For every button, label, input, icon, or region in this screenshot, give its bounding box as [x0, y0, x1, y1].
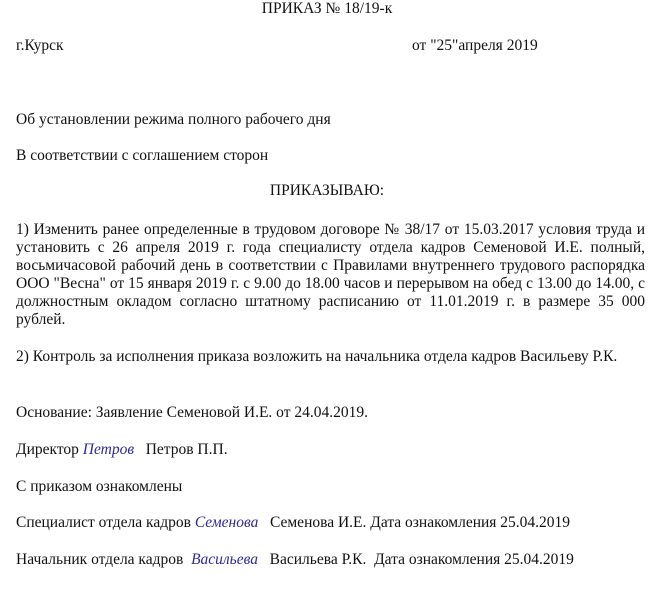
ack-position: Специалист отдела кадров [16, 514, 191, 531]
director-name: Петров П.П. [145, 441, 228, 458]
ack-signature: Семенова [194, 514, 259, 531]
ack-date: Дата ознакомления 25.04.2019 [374, 551, 574, 568]
ack-name: Семенова И.Е. [269, 514, 367, 531]
order-title: ПРИКАЗ № 18/19-к [261, 0, 393, 17]
order-basis: Основание: Заявление Семеновой И.Е. от 24.04.2019. [16, 404, 368, 421]
order-item-2: 2) Контроль за исполнения приказа возложить на начальника отдела кадров Васильеву Р.К. [16, 348, 618, 365]
director-signature-line [16, 441, 228, 459]
director-signature: Петров [82, 441, 135, 458]
basis-intro: В соответствии с соглашением сторон [16, 147, 269, 164]
order-heading: ПРИКАЗЫВАЮ: [269, 182, 385, 199]
acknowledgement-row [16, 551, 574, 569]
director-position: Директор [16, 441, 79, 458]
ack-position: Начальник отдела кадров [16, 551, 184, 568]
ack-name: Васильева Р.К. [269, 551, 367, 568]
ack-date: Дата ознакомления 25.04.2019 [370, 514, 571, 531]
city: г.Курск [16, 37, 64, 54]
acknowledged-heading: С приказом ознакомлены [16, 478, 183, 495]
acknowledgement-row [16, 514, 570, 532]
order-date: от "25"апреля 2019 [412, 37, 538, 54]
order-subject: Об установлении режима полного рабочего дня [16, 111, 331, 128]
ack-signature: Васильева [191, 551, 258, 568]
order-item-1: 1) Изменить ранее определенные в трудовом договоре № 38/17 от 15.03.2017 условия труда и установить с 26 апреля 2019 г. года специалисту отдела кадров Семеновой И.Е. полный, восьмичасовой рабочий день в соответствии с Правилами внутреннего трудового распорядка ООО "Весна" от 15 января 2019 г. с 9.00 до 18.00 часов и перерывом на обед с 13.00 до 14.00, с должностным окладом согласно штатному расписанию от 11.01.2019 г. в размере 35 000 рублей. [16, 221, 645, 328]
